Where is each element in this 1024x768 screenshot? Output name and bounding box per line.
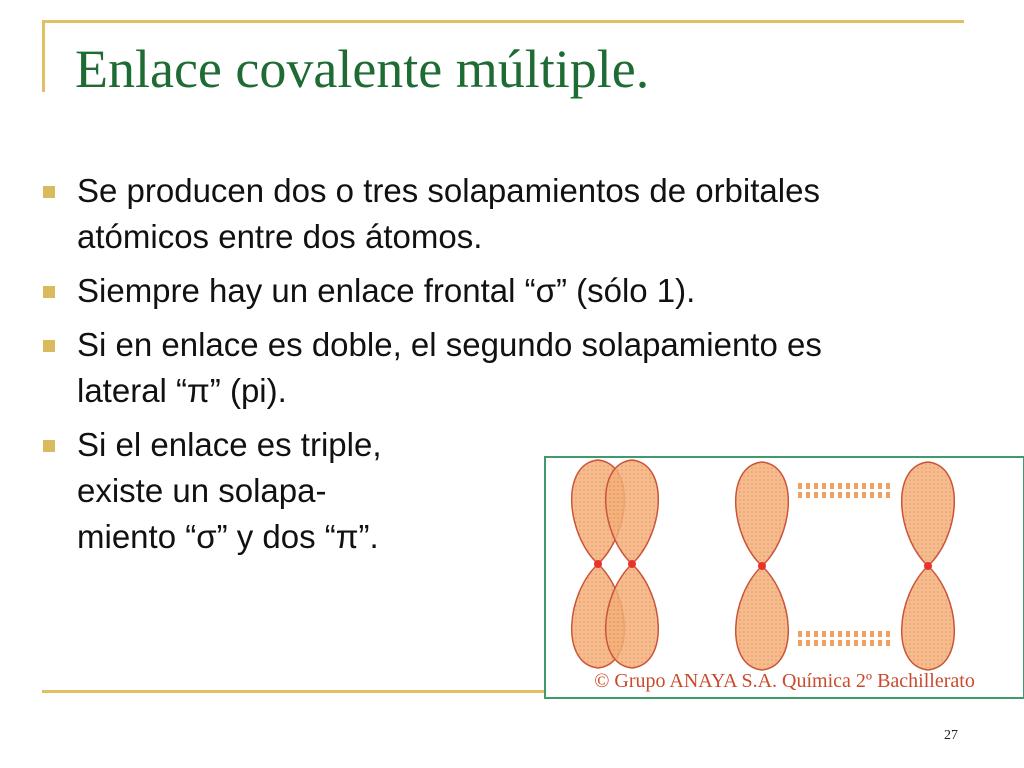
square-bullet-icon: [43, 340, 55, 352]
figure-credit: © Grupo ANAYA S.A. Química 2º Bachillerato: [594, 670, 975, 692]
orbital-diagram: [546, 458, 1023, 697]
square-bullet-icon: [43, 286, 55, 298]
bullet-item: [40, 322, 900, 414]
pi-overlap-bottom: [798, 634, 892, 643]
slide-title: Enlace covalente múltiple.: [75, 39, 650, 99]
bullet-text: Si el enlace es triple, existe un solapa-miento “σ” y dos “π”.: [77, 426, 382, 555]
pi-overlap-top: [798, 486, 892, 495]
p-orbital-right-b: [902, 462, 955, 670]
bottom-accent-line: [42, 690, 545, 693]
left-accent-line: [42, 20, 45, 92]
p-orbital-right-a: [736, 462, 789, 670]
square-bullet-icon: [43, 186, 55, 198]
top-accent-line: [42, 20, 964, 23]
p-orbital-left-b: [606, 460, 659, 668]
bullet-item: [40, 268, 900, 314]
bullet-text: Siempre hay un enlace frontal “σ” (sólo 1).: [77, 272, 696, 309]
bullet-text: Si en enlace es doble, el segundo solapamiento es lateral “π” (pi).: [77, 326, 822, 409]
bullet-item: [40, 422, 407, 560]
page-number: 27: [944, 728, 958, 743]
bullet-item: [40, 168, 900, 260]
bullet-text: Se producen dos o tres solapamientos de orbitales atómicos entre dos átomos.: [77, 172, 820, 255]
orbital-overlap-figure: [544, 456, 1024, 699]
square-bullet-icon: [43, 440, 55, 452]
